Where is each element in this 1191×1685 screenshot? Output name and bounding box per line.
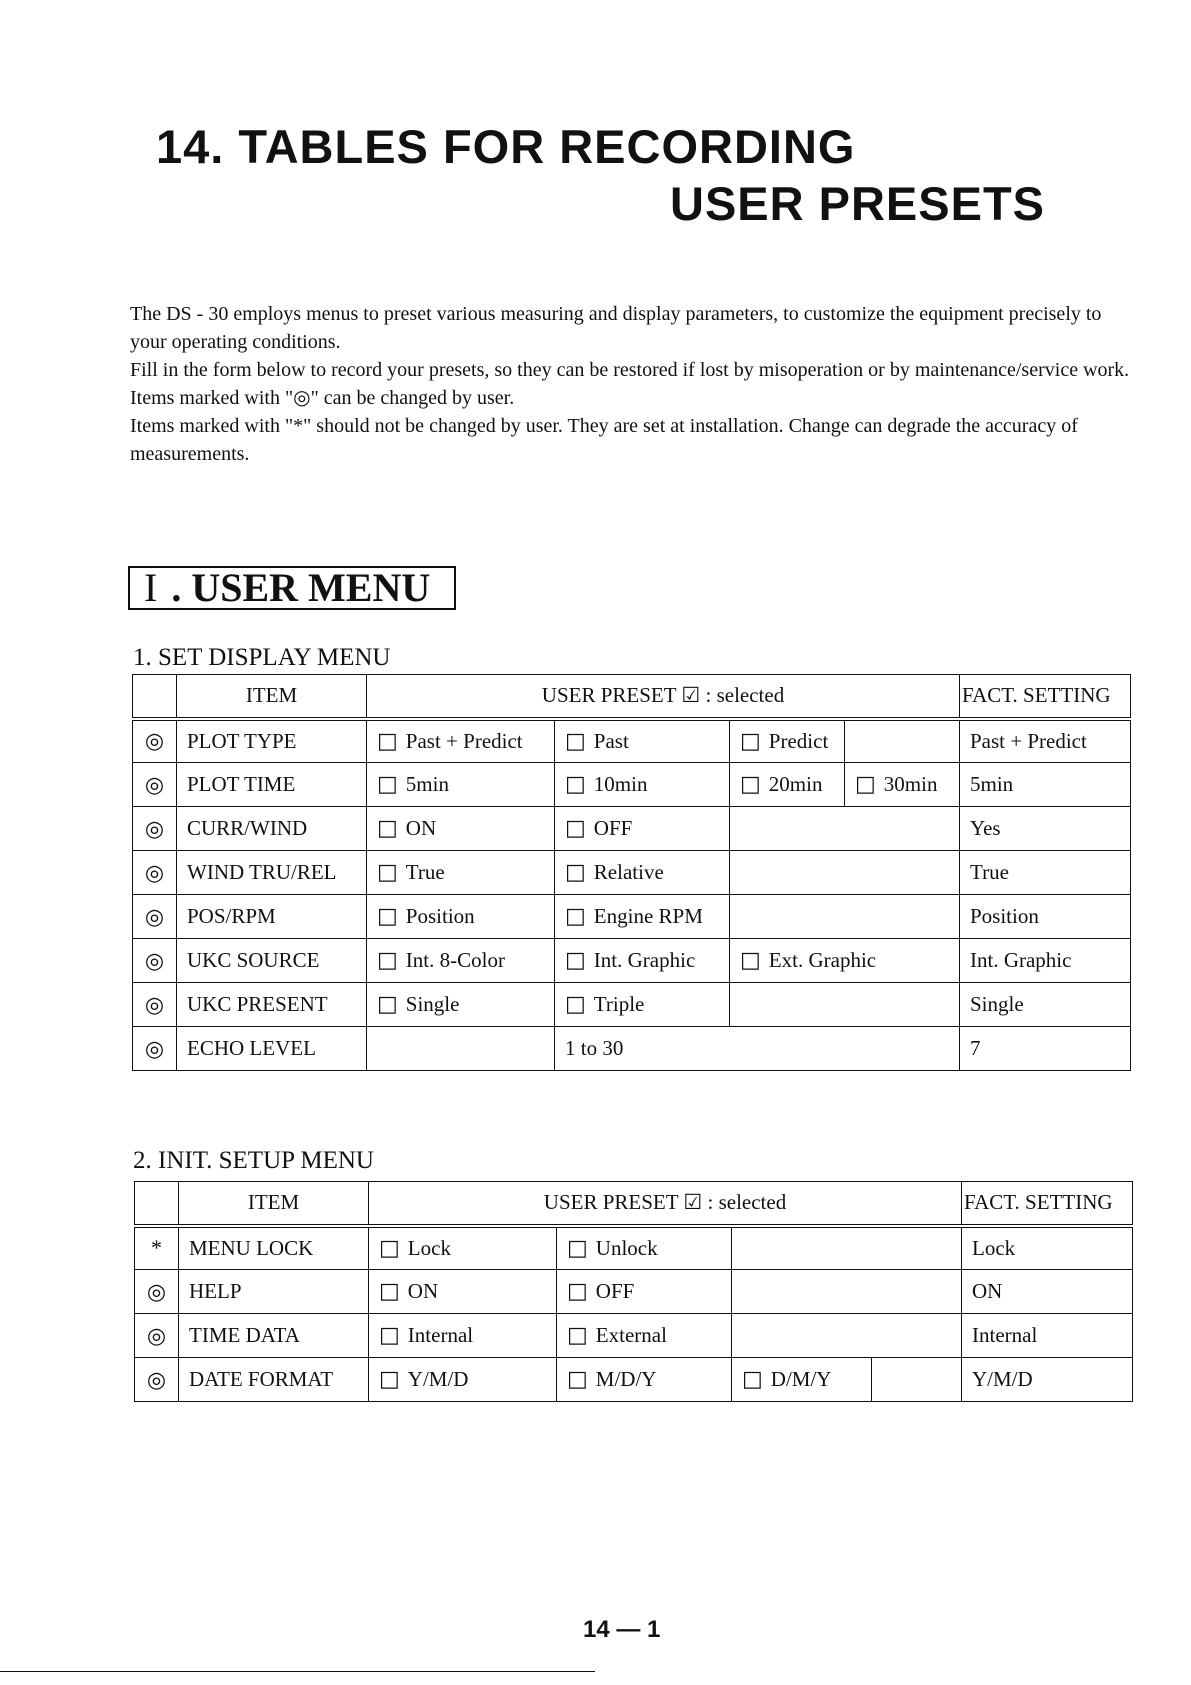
changeable-mark: ◎ <box>133 719 177 763</box>
item-name: POS/RPM <box>177 895 367 939</box>
option-checkbox[interactable]: □ Past + Predict <box>367 719 555 763</box>
option-checkbox[interactable]: □ Single <box>367 983 555 1027</box>
option-checkbox[interactable]: □ M/D/Y <box>557 1358 732 1402</box>
item-name: UKC PRESENT <box>177 983 367 1027</box>
option-checkbox[interactable]: □ ON <box>369 1270 557 1314</box>
option-checkbox[interactable]: □ Int. 8-Color <box>367 939 555 983</box>
empty-cell <box>730 895 960 939</box>
table-row <box>133 851 1131 895</box>
option-checkbox[interactable]: □ OFF <box>555 807 730 851</box>
fact-setting-value: 5min <box>960 763 1131 807</box>
empty-cell <box>732 1314 962 1358</box>
option-checkbox[interactable]: □ Relative <box>555 851 730 895</box>
fact-setting-value: Y/M/D <box>962 1358 1133 1402</box>
table-row <box>133 763 1131 807</box>
option-checkbox[interactable]: □ Unlock <box>557 1226 732 1270</box>
changeable-mark: ◎ <box>133 807 177 851</box>
empty-cell <box>845 719 960 763</box>
set-display-menu-table <box>132 674 1131 1071</box>
table-header-row <box>133 675 1131 719</box>
option-checkbox[interactable]: □ Y/M/D <box>369 1358 557 1402</box>
empty-cell <box>732 1270 962 1314</box>
option-checkbox[interactable]: □ Int. Graphic <box>555 939 730 983</box>
table-row <box>133 1027 1131 1071</box>
changeable-mark: ◎ <box>133 763 177 807</box>
user-menu-label: . USER MENU <box>171 565 431 610</box>
item-name: ECHO LEVEL <box>177 1027 367 1071</box>
init-setup-menu-table <box>134 1181 1133 1402</box>
changeable-mark: ◎ <box>135 1270 179 1314</box>
user-preset-header: USER PRESET ☑ : selected <box>367 675 960 719</box>
user-menu-roman-numeral: I <box>144 565 158 610</box>
intro-text <box>130 300 1130 468</box>
option-checkbox[interactable]: □ Lock <box>369 1226 557 1270</box>
fact-setting-value: 7 <box>960 1027 1131 1071</box>
changeable-mark: ◎ <box>135 1314 179 1358</box>
option-checkbox[interactable]: □ 30min <box>845 763 960 807</box>
option-checkbox[interactable]: □ 10min <box>555 763 730 807</box>
option-checkbox[interactable]: □ External <box>557 1314 732 1358</box>
item-name: UKC SOURCE <box>177 939 367 983</box>
empty-cell <box>872 1358 962 1402</box>
intro-paragraph-2: Fill in the form below to record your presets, so they can be restored if lost by misoperation or by maintenance/service work. <box>130 359 1130 381</box>
option-checkbox[interactable]: □ Ext. Graphic <box>730 939 960 983</box>
fact-setting-value: Lock <box>962 1226 1133 1270</box>
fact-setting-value: Position <box>960 895 1131 939</box>
empty-cell <box>732 1226 962 1270</box>
changeable-mark: ◎ <box>135 1358 179 1402</box>
fact-setting-header: FACT. SETTING <box>962 1182 1133 1226</box>
intro-paragraph-4: Items marked with "*" should not be changed by user. They are set at installation. Change can degrade the accuracy of measurements. <box>130 415 1078 465</box>
page-title-line-1: 14. TABLES FOR RECORDING <box>156 120 856 173</box>
item-header: ITEM <box>179 1182 369 1226</box>
option-checkbox[interactable]: □ 20min <box>730 763 845 807</box>
option-checkbox[interactable]: □ Triple <box>555 983 730 1027</box>
fixed-mark: * <box>135 1226 179 1270</box>
fact-setting-value: Past + Predict <box>960 719 1131 763</box>
option-checkbox[interactable]: □ Internal <box>369 1314 557 1358</box>
item-header: ITEM <box>177 675 367 719</box>
fact-setting-value: True <box>960 851 1131 895</box>
item-name: CURR/WIND <box>177 807 367 851</box>
option-checkbox[interactable]: □ Predict <box>730 719 845 763</box>
option-checkbox[interactable]: □ Position <box>367 895 555 939</box>
empty-cell <box>730 983 960 1027</box>
user-preset-header: USER PRESET ☑ : selected <box>369 1182 962 1226</box>
table-row <box>133 983 1131 1027</box>
fact-setting-value: Int. Graphic <box>960 939 1131 983</box>
changeable-mark: ◎ <box>133 939 177 983</box>
option-checkbox[interactable]: □ True <box>367 851 555 895</box>
changeable-mark: ◎ <box>133 851 177 895</box>
fact-setting-value: ON <box>962 1270 1133 1314</box>
option-checkbox[interactable]: □ D/M/Y <box>732 1358 872 1402</box>
table-row <box>133 895 1131 939</box>
changeable-mark: ◎ <box>133 1027 177 1071</box>
intro-paragraph-1: The DS - 30 employs menus to preset various measuring and display parameters, to customize the equipment precisely to your operating conditions. <box>130 303 1102 353</box>
item-name: PLOT TYPE <box>177 719 367 763</box>
table-row <box>133 719 1131 763</box>
set-display-menu-title: 1. SET DISPLAY MENU <box>133 644 391 671</box>
fact-setting-value: Internal <box>962 1314 1133 1358</box>
fact-setting-header: FACT. SETTING <box>960 675 1131 719</box>
table-row <box>135 1358 1133 1402</box>
table-row <box>135 1226 1133 1270</box>
mark-header-cell <box>133 675 177 719</box>
empty-cell <box>730 851 960 895</box>
table-row <box>133 939 1131 983</box>
option-checkbox[interactable]: □ 5min <box>367 763 555 807</box>
option-checkbox[interactable]: □ Past <box>555 719 730 763</box>
option-checkbox[interactable]: □ OFF <box>557 1270 732 1314</box>
empty-cell <box>367 1027 555 1071</box>
empty-cell <box>730 807 960 851</box>
option-checkbox[interactable]: □ Engine RPM <box>555 895 730 939</box>
changeable-mark: ◎ <box>133 895 177 939</box>
table-header-row <box>135 1182 1133 1226</box>
item-name: PLOT TIME <box>177 763 367 807</box>
item-name: DATE FORMAT <box>179 1358 369 1402</box>
mark-header-cell <box>135 1182 179 1226</box>
item-name: MENU LOCK <box>179 1226 369 1270</box>
page-title-line-2: USER PRESETS <box>670 177 1046 230</box>
option-checkbox[interactable]: □ ON <box>367 807 555 851</box>
bottom-divider <box>0 1671 595 1672</box>
item-name: WIND TRU/REL <box>177 851 367 895</box>
changeable-mark: ◎ <box>133 983 177 1027</box>
intro-paragraph-3: Items marked with "◎" can be changed by user. <box>130 387 515 409</box>
table-row <box>135 1270 1133 1314</box>
table-row <box>133 807 1131 851</box>
range-value[interactable]: 1 to 30 <box>555 1027 960 1071</box>
item-name: HELP <box>179 1270 369 1314</box>
fact-setting-value: Single <box>960 983 1131 1027</box>
fact-setting-value: Yes <box>960 807 1131 851</box>
table-row <box>135 1314 1133 1358</box>
item-name: TIME DATA <box>179 1314 369 1358</box>
init-setup-menu-title: 2. INIT. SETUP MENU <box>133 1147 374 1174</box>
page-number: 14 — 1 <box>583 1616 661 1643</box>
user-menu-heading <box>128 566 456 610</box>
